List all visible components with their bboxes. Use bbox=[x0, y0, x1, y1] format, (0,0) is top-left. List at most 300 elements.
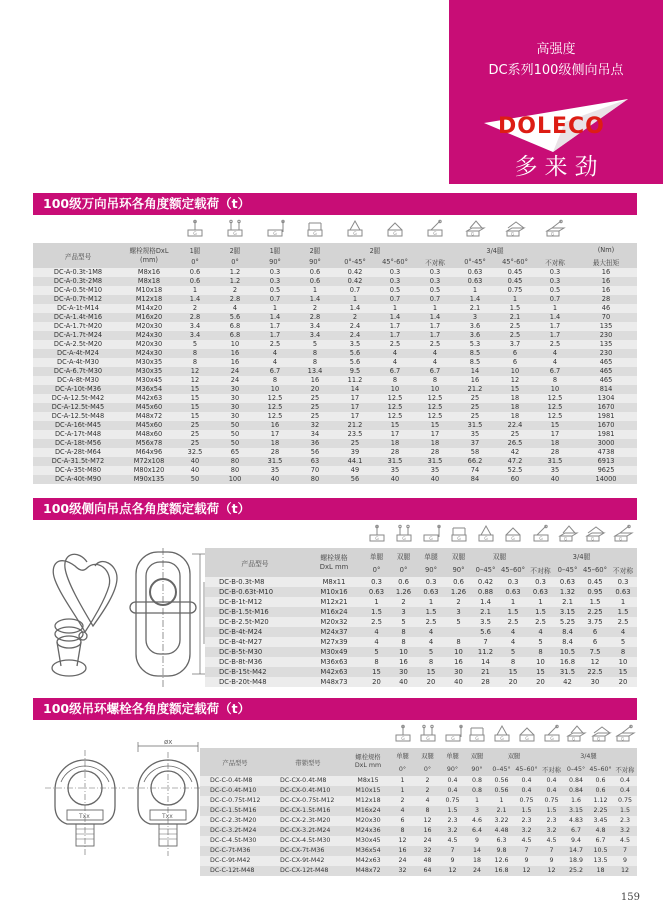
table-cell: 12 bbox=[581, 657, 609, 667]
table-row bbox=[33, 268, 637, 277]
table-cell: 12.5 bbox=[375, 403, 415, 412]
table-cell: 1.5 bbox=[613, 806, 637, 816]
table-cell: DC-A-12.5t-M42 bbox=[33, 394, 123, 403]
section3-title: 100级吊环螺栓各角度额定载荷（t） bbox=[33, 698, 637, 720]
table-cell: 0.3 bbox=[415, 277, 455, 286]
svg-text:G: G bbox=[313, 231, 317, 237]
table-cell: 30 bbox=[215, 412, 255, 421]
table-cell: 31.5 bbox=[255, 457, 295, 466]
sling-icon-row bbox=[200, 720, 637, 748]
sling-1leg-90deg-icon bbox=[440, 720, 465, 748]
svg-text:G: G bbox=[374, 536, 379, 542]
table-cell: 1.2 bbox=[215, 277, 255, 286]
table-cell: 0.3 bbox=[535, 277, 575, 286]
angle-label: 45–60° bbox=[514, 762, 539, 776]
table-row bbox=[205, 657, 637, 667]
table-cell: 16 bbox=[390, 846, 415, 856]
table-cell: 6.8 bbox=[215, 322, 255, 331]
table-cell: DC-C-0.4t-M10 bbox=[200, 786, 270, 796]
table-cell: 4 bbox=[255, 358, 295, 367]
table-cell: 1 bbox=[499, 597, 527, 607]
table-cell: 8.4 bbox=[554, 627, 581, 637]
table-cell: 20 bbox=[363, 677, 390, 687]
eye-bolt-drawing-2 bbox=[126, 738, 210, 860]
table-cell: 49 bbox=[335, 466, 375, 475]
group-label: 2腿 bbox=[335, 243, 415, 256]
table-cell: 0.63 bbox=[455, 268, 495, 277]
table-cell: 12.5 bbox=[535, 394, 575, 403]
angle-label: 90° bbox=[417, 563, 445, 577]
table-cell: 31.5 bbox=[375, 457, 415, 466]
table-cell: 40 bbox=[535, 475, 575, 484]
svg-text:G: G bbox=[538, 536, 543, 542]
table-cell: 8 bbox=[175, 349, 215, 358]
table-cell: 20 bbox=[295, 385, 335, 394]
table-cell: DC-A-0.3t-1M8 bbox=[33, 268, 123, 277]
table-cell: 28 bbox=[472, 677, 499, 687]
table-cell: 65 bbox=[215, 448, 255, 457]
table-cell: 17 bbox=[335, 394, 375, 403]
table-cell: M16x24 bbox=[346, 806, 390, 816]
table-cell: 1.4 bbox=[472, 597, 499, 607]
svg-text:G: G bbox=[511, 536, 515, 542]
table-cell: 21 bbox=[472, 667, 499, 677]
table-cell: 22.5 bbox=[581, 667, 609, 677]
table-cell: 0.42 bbox=[335, 268, 375, 277]
table-cell: 1.5 bbox=[417, 607, 445, 617]
table-cell: 2.3 bbox=[440, 816, 465, 826]
table-cell: 1.26 bbox=[445, 587, 472, 597]
table-cell: 25 bbox=[455, 394, 495, 403]
group-label: 双腿 bbox=[489, 748, 539, 762]
table-cell: 52.5 bbox=[495, 466, 535, 475]
table-cell bbox=[445, 627, 472, 637]
table-cell: DC-B-20t-M48 bbox=[205, 677, 305, 687]
table-cell: M24x36 bbox=[346, 826, 390, 836]
table-cell: 8 bbox=[609, 647, 637, 657]
table-cell: 1 bbox=[375, 304, 415, 313]
sling-34leg-0-45deg-icon bbox=[554, 520, 581, 548]
table-cell: 10 bbox=[375, 385, 415, 394]
table-cell: 4 bbox=[417, 637, 445, 647]
table-cell: 12.5 bbox=[255, 412, 295, 421]
table-cell: 0.95 bbox=[581, 587, 609, 597]
table-row bbox=[205, 647, 637, 657]
table-cell: 1 bbox=[495, 295, 535, 304]
table-cell: DC-A-1.7t-M24 bbox=[33, 331, 123, 340]
table-cell: 135 bbox=[575, 340, 637, 349]
table-cell: 25 bbox=[175, 430, 215, 439]
table-cell: 2.1 bbox=[472, 607, 499, 617]
angle-label: 45–60° bbox=[499, 563, 527, 577]
group-label: 单腿 bbox=[390, 748, 415, 762]
table-cell: 17 bbox=[335, 412, 375, 421]
table-cell: 80 bbox=[215, 466, 255, 475]
table-cell: 15 bbox=[175, 403, 215, 412]
table-cell: 6.3 bbox=[489, 836, 514, 846]
table-cell: 16 bbox=[215, 349, 255, 358]
table-cell: 16 bbox=[390, 657, 417, 667]
table-cell: 10 bbox=[445, 647, 472, 657]
sling-1leg-90deg-icon bbox=[255, 215, 295, 243]
table-cell: 16 bbox=[295, 376, 335, 385]
table-cell: DC-CX-0.4t-M10 bbox=[270, 786, 346, 796]
table-cell: 5 bbox=[445, 617, 472, 627]
table-cell: 3 bbox=[465, 806, 489, 816]
table-cell: 42 bbox=[554, 677, 581, 687]
table-cell: 5.6 bbox=[215, 313, 255, 322]
table-cell: 14 bbox=[335, 385, 375, 394]
col-product: 产品型号 bbox=[205, 548, 305, 577]
table-cell: DC-C-12t-M48 bbox=[200, 866, 270, 876]
table-cell: 17 bbox=[535, 430, 575, 439]
table-cell: 21.2 bbox=[335, 421, 375, 430]
table-cell: 0.75 bbox=[440, 796, 465, 806]
table-cell: 30 bbox=[215, 385, 255, 394]
table-cell: 1 bbox=[465, 796, 489, 806]
table-cell: 3.4 bbox=[175, 322, 215, 331]
table-cell: DC-CX-2.3t-M20 bbox=[270, 816, 346, 826]
table-cell: 0.63 bbox=[455, 277, 495, 286]
table-cell: 12.5 bbox=[415, 403, 455, 412]
svg-text:G: G bbox=[572, 735, 576, 741]
table-row bbox=[205, 607, 637, 617]
table-row bbox=[33, 304, 637, 313]
table-cell: 0.8 bbox=[465, 786, 489, 796]
table-cell: 6.4 bbox=[465, 826, 489, 836]
table-cell: 8 bbox=[295, 358, 335, 367]
table-row bbox=[33, 295, 637, 304]
table-cell: 25 bbox=[295, 403, 335, 412]
table-cell: 80 bbox=[215, 457, 255, 466]
table-cell: 35 bbox=[535, 466, 575, 475]
table-cell: DC-A-40t-M90 bbox=[33, 475, 123, 484]
table-cell: 1.2 bbox=[215, 268, 255, 277]
table-cell: 6.7 bbox=[535, 367, 575, 376]
table-cell: 4.5 bbox=[539, 836, 564, 846]
table-cell: 5.25 bbox=[554, 617, 581, 627]
angle-label: 0° bbox=[363, 563, 390, 577]
table-cell: 9 bbox=[465, 836, 489, 846]
table-cell: M72x108 bbox=[123, 457, 175, 466]
table-cell: 5.3 bbox=[455, 340, 495, 349]
table-cell: 9625 bbox=[575, 466, 637, 475]
group-label: 双腿 bbox=[465, 748, 489, 762]
table-cell: 18 bbox=[465, 856, 489, 866]
sling-34leg-0-45deg-icon bbox=[455, 215, 495, 243]
table-cell: 1670 bbox=[575, 421, 637, 430]
table-cell: 16 bbox=[455, 376, 495, 385]
sling-2leg-asymmetric-icon bbox=[539, 720, 564, 748]
table-cell: 26.5 bbox=[495, 439, 535, 448]
angle-label: 45°-60° bbox=[495, 256, 535, 268]
logo-plane-icon bbox=[481, 96, 631, 154]
angle-label: 45–60° bbox=[581, 563, 609, 577]
table-cell: 5.6 bbox=[335, 349, 375, 358]
table-cell: 8 bbox=[375, 376, 415, 385]
table-cell: 0.63 bbox=[527, 587, 554, 597]
table-cell: 15 bbox=[417, 667, 445, 677]
table-cell: 1.5 bbox=[609, 607, 637, 617]
table-cell: 20 bbox=[417, 677, 445, 687]
table-cell: 14.7 bbox=[564, 846, 588, 856]
table-cell: DC-A-8t-M30 bbox=[33, 376, 123, 385]
table-cell: 70 bbox=[575, 313, 637, 322]
table-cell: 1 bbox=[535, 304, 575, 313]
table-cell: DC-A-0.5t-M10 bbox=[33, 286, 123, 295]
table-cell: 8 bbox=[363, 657, 390, 667]
table-cell: 8 bbox=[527, 647, 554, 657]
table-cell: 0.84 bbox=[564, 786, 588, 796]
table-cell: DC-C-2.3t-M20 bbox=[200, 816, 270, 826]
table2-body bbox=[205, 577, 637, 687]
table-cell: 1 bbox=[363, 597, 390, 607]
table-row bbox=[33, 457, 637, 466]
table-cell: M80x120 bbox=[123, 466, 175, 475]
table-cell: 12.5 bbox=[255, 394, 295, 403]
angle-label: 0° bbox=[215, 256, 255, 268]
table-cell: DC-B-8t-M36 bbox=[205, 657, 305, 667]
table-cell: 2.8 bbox=[215, 295, 255, 304]
table-cell: 1 bbox=[417, 597, 445, 607]
table-cell: DC-B-4t-M24 bbox=[205, 627, 305, 637]
table-cell: 63 bbox=[295, 457, 335, 466]
table-cell: 30 bbox=[215, 403, 255, 412]
table-cell: M48x73 bbox=[305, 677, 363, 687]
table-cell: 12 bbox=[175, 367, 215, 376]
table-cell: M30x35 bbox=[123, 358, 175, 367]
table-cell: 0.6 bbox=[588, 786, 613, 796]
table-cell: 0.7 bbox=[415, 295, 455, 304]
table-cell: 64 bbox=[415, 866, 440, 876]
table-row bbox=[33, 322, 637, 331]
table-cell: 1 bbox=[175, 286, 215, 295]
table-cell: 15 bbox=[363, 667, 390, 677]
table-cell: 0.4 bbox=[440, 776, 465, 786]
table-cell: 17 bbox=[255, 430, 295, 439]
table-cell: 2.5 bbox=[499, 617, 527, 627]
table-cell: 16.8 bbox=[489, 866, 514, 876]
table-cell: DC-B-0.3t-M8 bbox=[205, 577, 305, 587]
table-cell: 2.8 bbox=[175, 313, 215, 322]
col-spec: 螺栓规格DxL (mm) bbox=[123, 243, 175, 268]
sling-2leg-90deg-icon bbox=[465, 720, 489, 748]
table-cell: 8 bbox=[535, 376, 575, 385]
table-cell: 0.3 bbox=[255, 277, 295, 286]
table-cell: 1.7 bbox=[375, 331, 415, 340]
angle-label: 不对称 bbox=[609, 563, 637, 577]
table-cell: 28 bbox=[415, 448, 455, 457]
table-cell: 1 bbox=[255, 304, 295, 313]
table-cell: DC-C-0.4t-M8 bbox=[200, 776, 270, 786]
table-row bbox=[33, 448, 637, 457]
table-cell: 7 bbox=[613, 846, 637, 856]
table-cell: 10 bbox=[535, 385, 575, 394]
sling-34leg-45-60deg-icon bbox=[581, 520, 609, 548]
angle-label: 90° bbox=[465, 762, 489, 776]
sling-2leg-asymmetric-icon bbox=[415, 215, 455, 243]
table-cell: DC-A-4t-M30 bbox=[33, 358, 123, 367]
svg-text:G: G bbox=[393, 231, 397, 237]
table-cell: 1 bbox=[609, 597, 637, 607]
table-cell: DC-C-7t-M36 bbox=[200, 846, 270, 856]
table-cell: 1.4 bbox=[295, 295, 335, 304]
table-cell: M20x30 bbox=[346, 816, 390, 826]
angle-label: 90° bbox=[440, 762, 465, 776]
table-cell: 2.1 bbox=[495, 313, 535, 322]
table-cell: 5 bbox=[175, 340, 215, 349]
table-cell: 8 bbox=[417, 657, 445, 667]
angle-label: 0–45° bbox=[472, 563, 499, 577]
table-row bbox=[33, 394, 637, 403]
table-cell: 17 bbox=[335, 403, 375, 412]
table-cell: 0.5 bbox=[535, 286, 575, 295]
table-cell: 3.45 bbox=[588, 816, 613, 826]
table-cell: 4.6 bbox=[465, 816, 489, 826]
table-cell: 35 bbox=[455, 430, 495, 439]
table-cell: M12x18 bbox=[123, 295, 175, 304]
table-cell: 48 bbox=[415, 856, 440, 866]
table-cell: M8x16 bbox=[123, 268, 175, 277]
table-cell: 18 bbox=[255, 439, 295, 448]
svg-text:øx: øx bbox=[164, 738, 173, 746]
table-cell: 2.4 bbox=[335, 322, 375, 331]
table-cell: 40 bbox=[390, 677, 417, 687]
table-cell: 0.3 bbox=[375, 277, 415, 286]
table-cell: 3.6 bbox=[455, 322, 495, 331]
table-cell: 28 bbox=[375, 448, 415, 457]
table-cell: 6.8 bbox=[215, 331, 255, 340]
table-cell: 1.5 bbox=[539, 806, 564, 816]
table-cell: DC-A-1.7t-M20 bbox=[33, 322, 123, 331]
table-cell: 5 bbox=[363, 647, 390, 657]
table-row bbox=[205, 577, 637, 587]
table-cell: 10 bbox=[255, 385, 295, 394]
group-label: 2腿 bbox=[295, 243, 335, 256]
table-cell: 8 bbox=[445, 637, 472, 647]
table-cell: 14000 bbox=[575, 475, 637, 484]
sling-2leg-0-45deg-icon bbox=[335, 215, 375, 243]
table-cell: 2.5 bbox=[415, 340, 455, 349]
table-cell: M36x54 bbox=[346, 846, 390, 856]
table-row bbox=[200, 816, 637, 826]
table-cell: 14 bbox=[465, 846, 489, 856]
table-cell: 20 bbox=[527, 677, 554, 687]
table-cell: 84 bbox=[455, 475, 495, 484]
table-cell: 1.7 bbox=[375, 322, 415, 331]
table-cell: 4.8 bbox=[588, 826, 613, 836]
table-row bbox=[205, 667, 637, 677]
table-cell: 1.4 bbox=[335, 304, 375, 313]
banner-line2: DC系列100级侧向吊点 bbox=[488, 63, 624, 78]
table-cell: 12.5 bbox=[415, 394, 455, 403]
table-cell: M30x35 bbox=[123, 367, 175, 376]
table-cell: 0.3 bbox=[415, 268, 455, 277]
table-cell: 2.8 bbox=[295, 313, 335, 322]
table-cell: 4 bbox=[390, 806, 415, 816]
table-cell: 2.5 bbox=[527, 617, 554, 627]
table-cell: 1.32 bbox=[554, 587, 581, 597]
table-row bbox=[33, 331, 637, 340]
sling-icon-row bbox=[205, 520, 637, 548]
table-cell: 9 bbox=[539, 856, 564, 866]
svg-text:G: G bbox=[549, 736, 554, 742]
table-row bbox=[200, 796, 637, 806]
group-label: 双腿 bbox=[390, 548, 417, 563]
table-cell: 1 bbox=[455, 286, 495, 295]
table-cell: 2 bbox=[445, 597, 472, 607]
table-cell: 15 bbox=[535, 421, 575, 430]
table-cell: 4 bbox=[363, 627, 390, 637]
table-cell: 4 bbox=[535, 349, 575, 358]
table-cell: 25 bbox=[175, 421, 215, 430]
table-cell: 31.5 bbox=[554, 667, 581, 677]
table-cell: 16 bbox=[255, 421, 295, 430]
table-cell: 0.75 bbox=[613, 796, 637, 806]
table-cell: M45x60 bbox=[123, 403, 175, 412]
table-cell: 60 bbox=[495, 475, 535, 484]
table-cell: 2.4 bbox=[335, 331, 375, 340]
table-cell: 32 bbox=[390, 866, 415, 876]
angle-label: 不对称 bbox=[527, 563, 554, 577]
table-cell: 3.2 bbox=[440, 826, 465, 836]
table-cell: 6.7 bbox=[564, 826, 588, 836]
table-cell: 1.5 bbox=[581, 597, 609, 607]
table-cell: 10 bbox=[215, 340, 255, 349]
table-cell: 0.5 bbox=[255, 286, 295, 295]
table-row bbox=[33, 403, 637, 412]
table-cell: 15 bbox=[175, 385, 215, 394]
svg-text:G: G bbox=[475, 736, 479, 742]
table-cell: DC-CX-4.5t-M30 bbox=[270, 836, 346, 846]
table-cell: 2.5 bbox=[363, 617, 390, 627]
table-cell: DC-A-6.7t-M30 bbox=[33, 367, 123, 376]
table-cell: 1304 bbox=[575, 394, 637, 403]
table-cell: M20x30 bbox=[123, 322, 175, 331]
table-cell: 2.1 bbox=[455, 304, 495, 313]
svg-text:G: G bbox=[425, 736, 430, 742]
table-cell: 0.56 bbox=[489, 776, 514, 786]
table-cell: M20x30 bbox=[123, 340, 175, 349]
table-cell: 2.1 bbox=[554, 597, 581, 607]
header-group-row bbox=[205, 548, 637, 563]
table-cell: 40 bbox=[415, 475, 455, 484]
angle-label: 0° bbox=[390, 563, 417, 577]
table-cell: DC-B-2.5t-M20 bbox=[205, 617, 305, 627]
sling-2leg-0-45deg-icon bbox=[472, 520, 499, 548]
table-cell: 6 bbox=[581, 637, 609, 647]
table-cell: 4 bbox=[415, 358, 455, 367]
table-cell: 30 bbox=[581, 677, 609, 687]
table-cell: 32.5 bbox=[175, 448, 215, 457]
table-cell: 1.4 bbox=[175, 295, 215, 304]
group-label: 3/4腿 bbox=[455, 243, 535, 256]
table-cell: 9.4 bbox=[564, 836, 588, 846]
sling-2leg-vertical-icon bbox=[415, 720, 440, 748]
table-cell: 40 bbox=[175, 466, 215, 475]
table-cell: 10 bbox=[527, 657, 554, 667]
table-cell: 5 bbox=[295, 340, 335, 349]
table-cell: 12.5 bbox=[535, 403, 575, 412]
table-cell: 28 bbox=[255, 448, 295, 457]
table-row bbox=[33, 277, 637, 286]
table-cell: 9 bbox=[613, 856, 637, 866]
table-cell: 8 bbox=[175, 358, 215, 367]
table-cell: 12.5 bbox=[255, 403, 295, 412]
table-cell: 12 bbox=[440, 866, 465, 876]
sling-2leg-45-60deg-icon bbox=[375, 215, 415, 243]
table-cell: 15 bbox=[609, 667, 637, 677]
